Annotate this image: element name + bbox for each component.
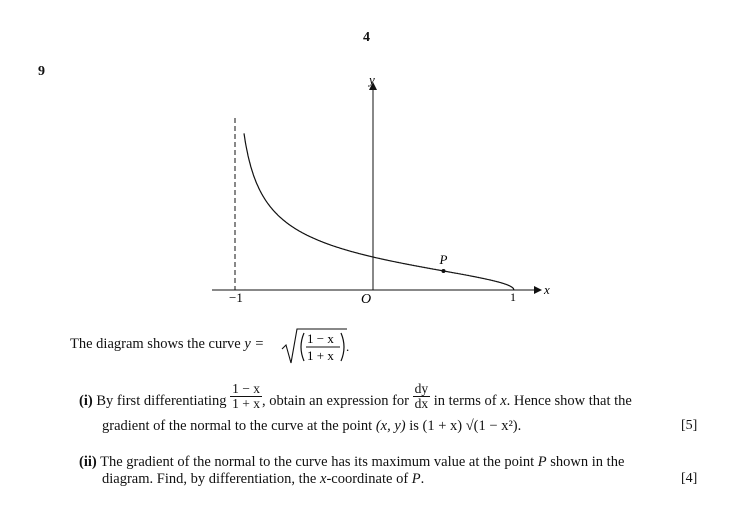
part-ii-line2-p: P <box>411 471 421 487</box>
origin-label: O <box>361 292 372 307</box>
part-ii-line1 <box>79 455 624 470</box>
tick-label-minus-one: −1 <box>229 290 243 305</box>
part-i-frac-num: 1 − x <box>232 381 261 396</box>
page-number: 4 <box>363 30 370 45</box>
part-i-var: x <box>500 393 507 409</box>
intro-sqrt-fraction <box>280 327 350 367</box>
part-i-label: (i) <box>79 393 93 409</box>
part-ii-line1-end: shown in the <box>550 454 625 470</box>
svg-text:.: . <box>346 339 350 354</box>
part-i-line1 <box>79 381 632 412</box>
part-i-text3: in terms of <box>433 393 497 409</box>
part-i-d-num: dy <box>414 381 429 396</box>
part-i-frac-den: 1 + x <box>232 396 261 412</box>
intro-lhs: y = <box>244 336 265 352</box>
part-i-line2-point: (x, y) <box>375 418 406 434</box>
part-i-text1: By first differentiating <box>96 393 227 409</box>
intro-text: The diagram shows the curve <box>70 336 241 352</box>
part-i-line2-a: gradient of the normal to the curve at the point <box>102 418 373 434</box>
point-p-label: P <box>439 251 448 267</box>
part-i-d-den: dx <box>414 396 429 412</box>
part-ii-line2-var: x <box>320 471 327 487</box>
point-p-marker <box>442 269 446 273</box>
part-i-text2: , obtain an expression for <box>262 393 409 409</box>
tick-label-one: 1 <box>510 290 516 304</box>
part-i-line2 <box>102 419 521 434</box>
part-ii-line2-b: -coordinate of <box>326 471 409 487</box>
part-ii-marks: [4] <box>681 471 698 486</box>
curve <box>244 133 514 290</box>
part-ii-line1-text: The gradient of the normal to the curve has its maximum value at the point <box>100 454 535 470</box>
part-i-text4: . Hence show that the <box>506 393 632 409</box>
x-axis-label: x <box>544 282 550 297</box>
part-ii-line1-p: P <box>537 454 547 470</box>
part-ii-line2 <box>102 472 424 487</box>
intro-frac-den: 1 + x <box>307 348 334 363</box>
part-i-fraction <box>230 382 262 411</box>
part-i-marks: [5] <box>681 418 698 433</box>
part-ii-label: (ii) <box>79 454 97 470</box>
part-i-line2-expr: (1 + x) √(1 − x²). <box>422 418 522 434</box>
y-axis-label: y <box>369 72 375 87</box>
part-i-derivative <box>413 382 431 411</box>
question-number: 9 <box>38 64 45 79</box>
part-i-line2-b: is <box>409 418 419 434</box>
part-ii-line2-end: . <box>420 471 425 487</box>
intro-frac-num: 1 − x <box>307 331 334 346</box>
intro-line <box>70 337 264 352</box>
part-ii-line2-a: diagram. Find, by differentiation, the <box>102 471 317 487</box>
